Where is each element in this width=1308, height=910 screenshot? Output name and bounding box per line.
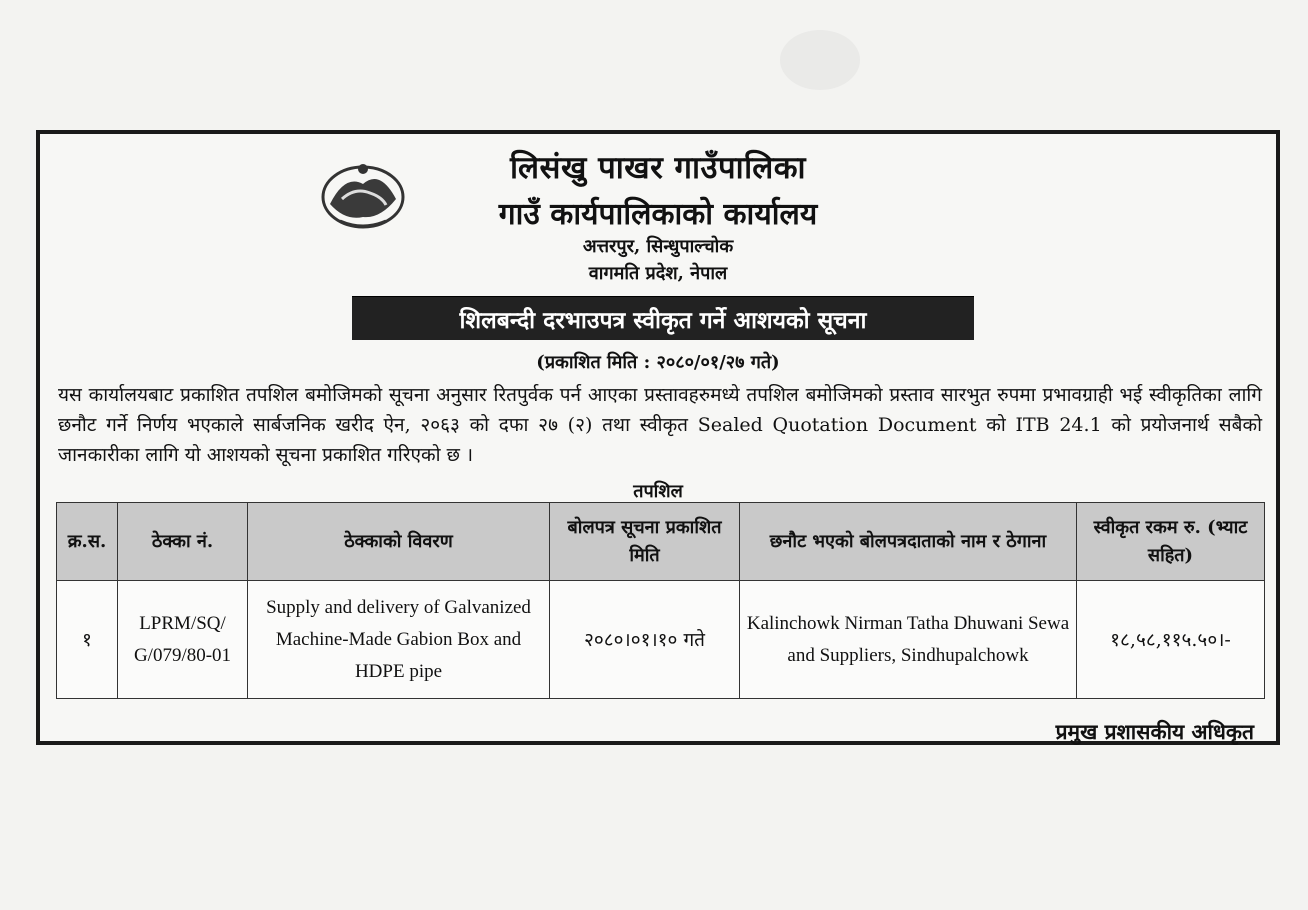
header-bidder: छनौट भएको बोलपत्रदाताको नाम र ठेगाना bbox=[740, 503, 1077, 581]
header-sn: क्र.स. bbox=[57, 503, 118, 581]
office-name: गाउँ कार्यपालिकाको कार्यालय bbox=[498, 197, 818, 232]
address-line-2: वागमति प्रदेश, नेपाल bbox=[588, 263, 728, 284]
header-notice-date: बोलपत्र सूचना प्रकाशित मिति bbox=[550, 503, 740, 581]
cell-description: Supply and delivery of Galvanized Machine-Made Gabion Box and HDPE pipe bbox=[248, 581, 550, 699]
schedule-caption: तपशिल bbox=[633, 481, 683, 502]
notice-title-banner: शिलबन्दी दरभाउपत्र स्वीकृत गर्ने आशयको सूचना bbox=[352, 296, 974, 340]
signatory: प्रमुख प्रशासकीय अधिकृत bbox=[1055, 719, 1254, 744]
cell-amount: १८,५८,११५.५०।- bbox=[1077, 581, 1265, 699]
cell-sn: १ bbox=[57, 581, 118, 699]
header-contract-no: ठेक्का नं. bbox=[118, 503, 248, 581]
scan-smudge bbox=[780, 30, 860, 90]
published-date: (प्रकाशित मिति : २०८०/०१/२७ गते) bbox=[536, 352, 780, 373]
notice-body: यस कार्यालयबाट प्रकाशित तपशिल बमोजिमको सूचना अनुसार रितपुर्वक पर्न आएका प्रस्तावहरुमध्ये तपशिल बमोजिमको प्रस्ताव सारभुत रुपमा प्रभावग्राही भई स्वीकृतिका लागि छनौट गर्ने निर्णय भएकाले सार्बजनिक खरीद ऐन, २०६३ को दफा २७ (२) तथा स्वीकृत Sealed Quotation Document को ITB 24.1 को प्रयोजनार्थ सबैको जानकारीका लागि यो आशयको सूचना प्रकाशित गरिएको छ । bbox=[58, 384, 1262, 466]
header-amount: स्वीकृत रकम रु. (भ्याट सहित) bbox=[1077, 503, 1265, 581]
header-description: ठेक्काको विवरण bbox=[248, 503, 550, 581]
address-line-1: अत्तरपुर, सिन्धुपाल्चोक bbox=[582, 236, 734, 257]
cell-notice-date: २०८०।०१।१० गते bbox=[550, 581, 740, 699]
cell-bidder: Kalinchowk Nirman Tatha Dhuwani Sewa and Suppliers, Sindhupalchowk bbox=[740, 581, 1077, 699]
schedule-table bbox=[56, 502, 1265, 699]
table-header-row bbox=[57, 503, 1265, 581]
org-name: लिसंखु पाखर गाउँपालिका bbox=[509, 150, 807, 186]
cell-contract-no: LPRM/SQ/ G/079/80-01 bbox=[118, 581, 248, 699]
notice-frame bbox=[36, 130, 1280, 745]
table-row bbox=[57, 581, 1265, 699]
